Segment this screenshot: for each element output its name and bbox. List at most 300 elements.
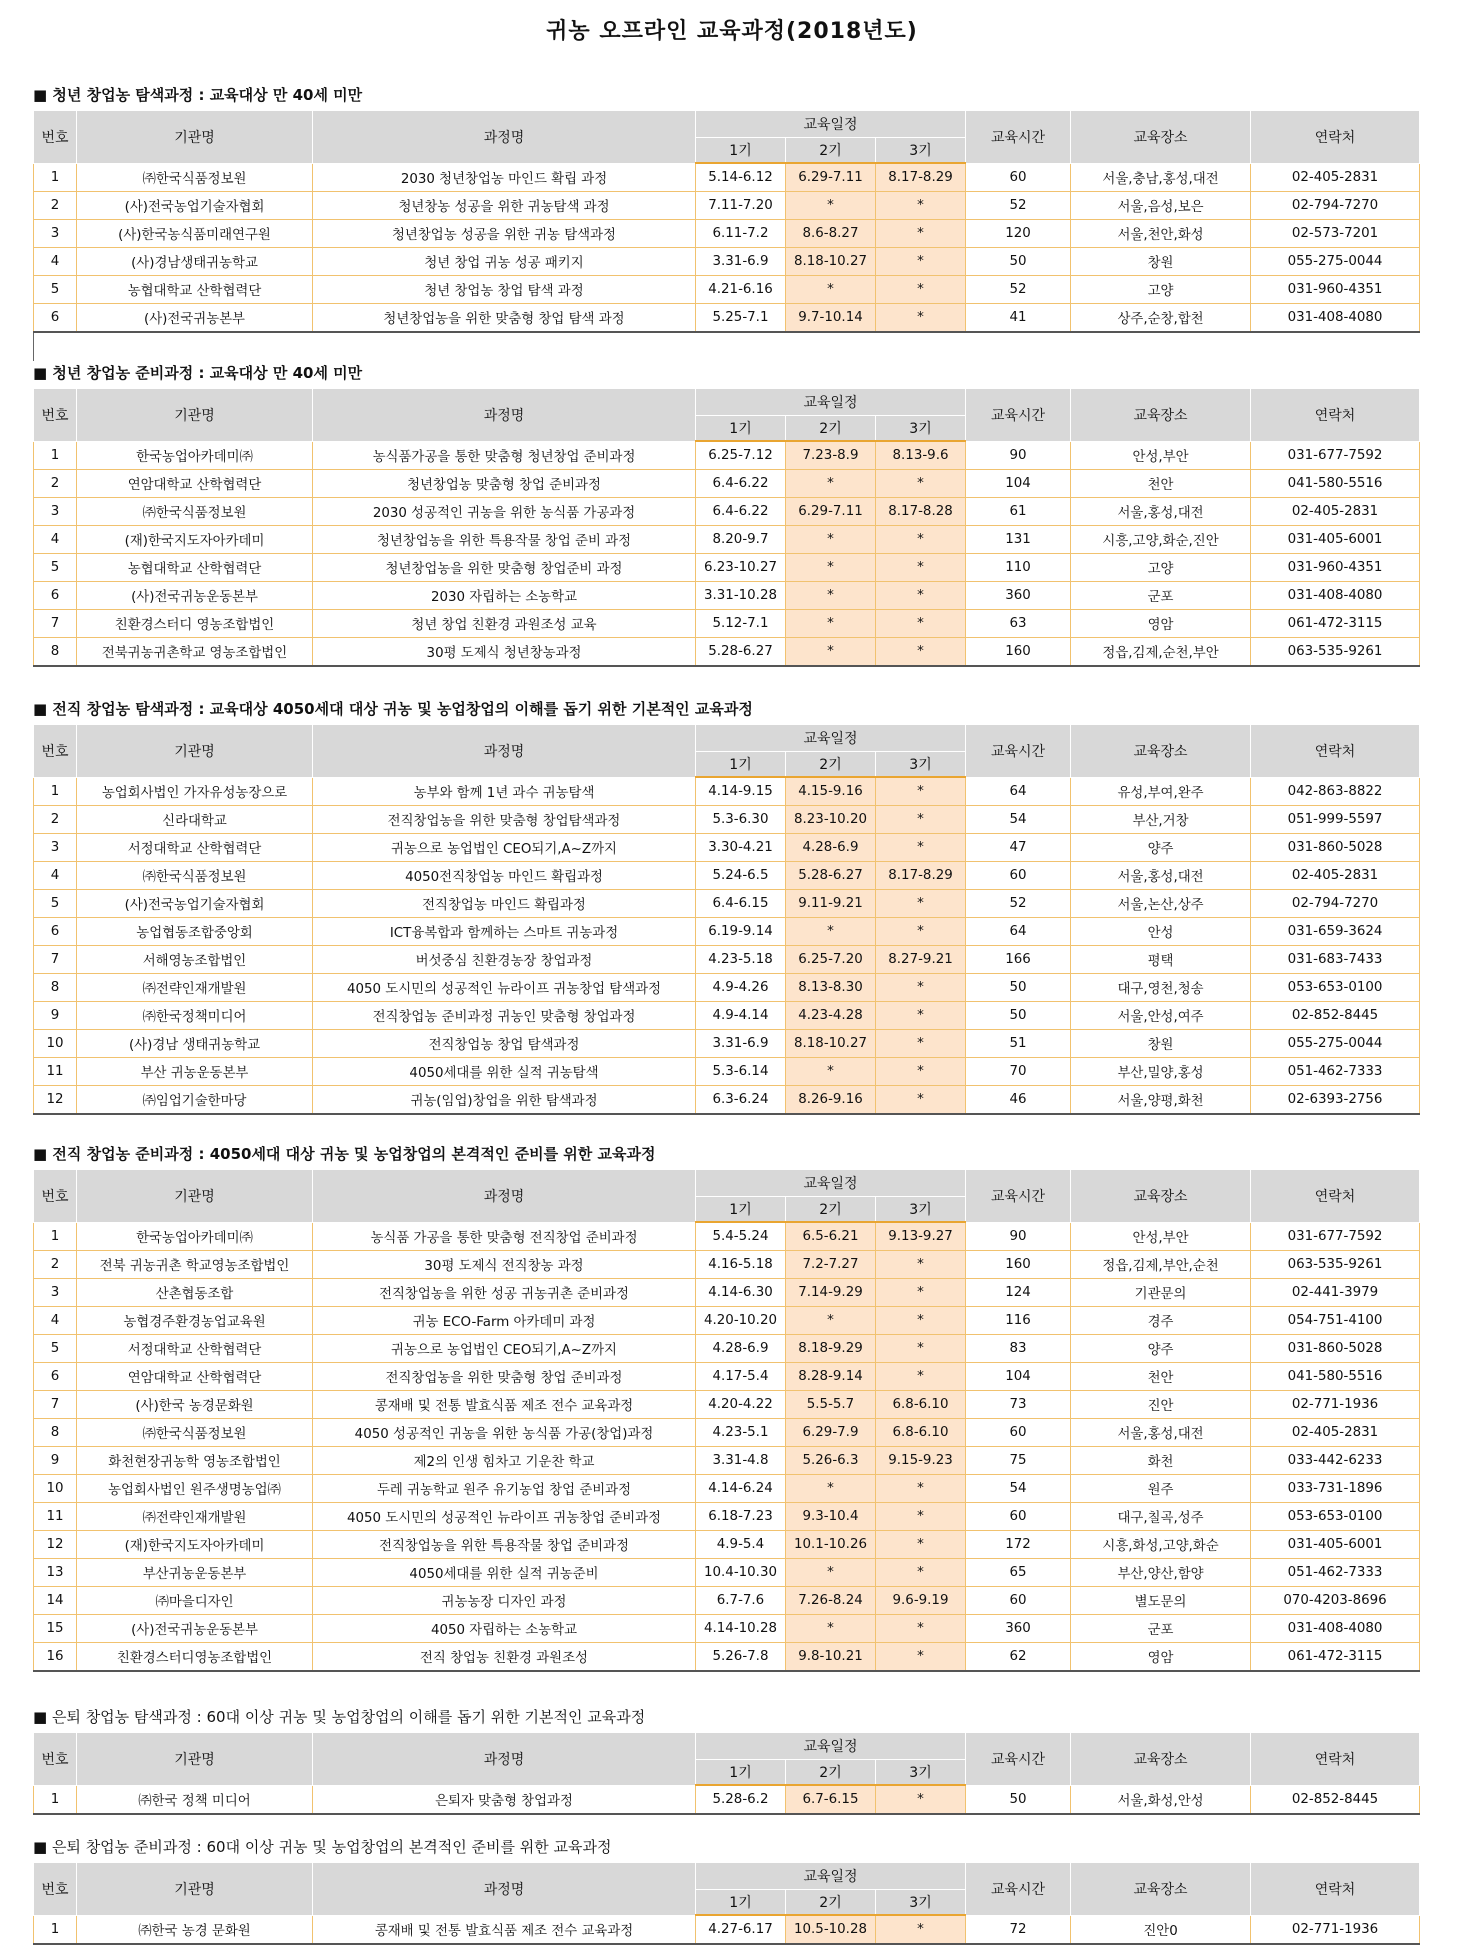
cell-course: 전직창업농 창업 탐색과정 <box>313 1030 696 1058</box>
cell-hours: 120 <box>966 220 1071 248</box>
table-row <box>34 1915 1420 1944</box>
cell-place: 양주 <box>1071 1335 1251 1363</box>
cell-no: 1 <box>34 777 77 806</box>
cell-contact: 031-408-4080 <box>1251 1615 1420 1643</box>
cell-term-1: 4.14-6.24 <box>696 1475 786 1503</box>
cell-no: 5 <box>34 1335 77 1363</box>
cell-term-1: 6.4-6.22 <box>696 498 786 526</box>
table-row <box>34 1587 1420 1615</box>
table-row <box>34 1307 1420 1335</box>
cell-contact: 051-999-5597 <box>1251 806 1420 834</box>
table-row <box>34 1785 1420 1814</box>
cell-place: 진안 <box>1071 1391 1251 1419</box>
cell-place: 서울,홍성,대전 <box>1071 498 1251 526</box>
table-edge-line <box>33 333 34 361</box>
cell-term-2: * <box>786 918 876 946</box>
header-schedule: 교육일정 <box>696 389 966 416</box>
cell-place: 서울,양평,화천 <box>1071 1086 1251 1115</box>
cell-no: 5 <box>34 554 77 582</box>
cell-hours: 60 <box>966 862 1071 890</box>
cell-org: 농협대학교 산학협력단 <box>77 276 313 304</box>
cell-contact: 063-535-9261 <box>1251 638 1420 667</box>
cell-org: ㈜전략인재개발원 <box>77 1503 313 1531</box>
header-place: 교육장소 <box>1071 111 1251 164</box>
cell-no: 1 <box>34 1915 77 1944</box>
cell-hours: 50 <box>966 1002 1071 1030</box>
course-section <box>33 80 1419 361</box>
cell-term-3: * <box>876 806 966 834</box>
header-place: 교육장소 <box>1071 1733 1251 1786</box>
cell-no: 6 <box>34 1363 77 1391</box>
cell-contact: 02-852-8445 <box>1251 1002 1420 1030</box>
cell-term-2: 8.23-10.20 <box>786 806 876 834</box>
cell-contact: 070-4203-8696 <box>1251 1587 1420 1615</box>
header-course: 과정명 <box>313 1170 696 1223</box>
cell-term-2: * <box>786 276 876 304</box>
cell-term-2: 8.18-10.27 <box>786 1030 876 1058</box>
header-no: 번호 <box>34 389 77 442</box>
cell-term-3: * <box>876 1475 966 1503</box>
course-section <box>33 1139 1419 1672</box>
header-row <box>34 111 1420 138</box>
cell-term-2: 4.15-9.16 <box>786 777 876 806</box>
cell-org: ㈜한국정책미디어 <box>77 1002 313 1030</box>
cell-course: 청년 창업 귀농 성공 패키지 <box>313 248 696 276</box>
cell-contact: 031-677-7592 <box>1251 441 1420 470</box>
cell-term-3: 8.17-8.29 <box>876 862 966 890</box>
cell-hours: 124 <box>966 1279 1071 1307</box>
cell-contact: 051-462-7333 <box>1251 1058 1420 1086</box>
header-term-2: 2기 <box>786 138 876 164</box>
header-row <box>34 725 1420 752</box>
cell-org: 부산 귀농운동본부 <box>77 1058 313 1086</box>
cell-contact: 033-442-6233 <box>1251 1447 1420 1475</box>
cell-term-2: 8.26-9.16 <box>786 1086 876 1115</box>
cell-place: 서울,천안,화성 <box>1071 220 1251 248</box>
header-term-3: 3기 <box>876 138 966 164</box>
course-section <box>33 358 1419 667</box>
cell-place: 유성,부여,완주 <box>1071 777 1251 806</box>
table-row <box>34 1643 1420 1672</box>
header-term-1: 1기 <box>696 138 786 164</box>
cell-term-3: 9.15-9.23 <box>876 1447 966 1475</box>
header-place: 교육장소 <box>1071 389 1251 442</box>
cell-term-1: 5.3-6.14 <box>696 1058 786 1086</box>
cell-org: 부산귀농운동본부 <box>77 1559 313 1587</box>
cell-term-2: 6.29-7.11 <box>786 498 876 526</box>
cell-hours: 90 <box>966 1222 1071 1251</box>
table-row <box>34 1391 1420 1419</box>
cell-term-2: 6.29-7.9 <box>786 1419 876 1447</box>
cell-course: 농부와 함께 1년 과수 귀농탐색 <box>313 777 696 806</box>
cell-hours: 50 <box>966 1785 1071 1814</box>
header-contact: 연락처 <box>1251 111 1420 164</box>
header-hours: 교육시간 <box>966 111 1071 164</box>
cell-no: 7 <box>34 610 77 638</box>
header-no: 번호 <box>34 1170 77 1223</box>
cell-course: 4050 자립하는 소농학교 <box>313 1615 696 1643</box>
cell-org: 산촌협동조합 <box>77 1279 313 1307</box>
cell-term-3: 9.13-9.27 <box>876 1222 966 1251</box>
header-org: 기관명 <box>77 1170 313 1223</box>
header-schedule: 교육일정 <box>696 1733 966 1760</box>
cell-hours: 83 <box>966 1335 1071 1363</box>
cell-contact: 031-860-5028 <box>1251 834 1420 862</box>
table-row <box>34 248 1420 276</box>
cell-org: ㈜임업기술한마당 <box>77 1086 313 1115</box>
cell-contact: 055-275-0044 <box>1251 248 1420 276</box>
cell-place: 군포 <box>1071 1615 1251 1643</box>
table-row <box>34 470 1420 498</box>
cell-course: 2030 성공적인 귀농을 위한 농식품 가공과정 <box>313 498 696 526</box>
course-table <box>33 110 1420 333</box>
header-term-1: 1기 <box>696 1890 786 1916</box>
table-row <box>34 974 1420 1002</box>
cell-course: 30평 도제식 전직창농 과정 <box>313 1251 696 1279</box>
header-term-1: 1기 <box>696 1197 786 1223</box>
cell-term-3: * <box>876 1307 966 1335</box>
table-row <box>34 1222 1420 1251</box>
header-hours: 교육시간 <box>966 1170 1071 1223</box>
cell-no: 4 <box>34 248 77 276</box>
cell-no: 6 <box>34 582 77 610</box>
cell-term-2: 7.14-9.29 <box>786 1279 876 1307</box>
cell-hours: 360 <box>966 1615 1071 1643</box>
cell-course: 콩재배 및 전통 발효식품 제조 전수 교육과정 <box>313 1391 696 1419</box>
cell-term-2: 5.26-6.3 <box>786 1447 876 1475</box>
cell-term-2: * <box>786 192 876 220</box>
header-term-2: 2기 <box>786 752 876 778</box>
cell-term-3: 8.17-8.28 <box>876 498 966 526</box>
cell-place: 서울,화성,안성 <box>1071 1785 1251 1814</box>
table-row <box>34 1058 1420 1086</box>
header-no: 번호 <box>34 725 77 778</box>
cell-contact: 02-405-2831 <box>1251 498 1420 526</box>
cell-contact: 031-960-4351 <box>1251 554 1420 582</box>
cell-contact: 031-860-5028 <box>1251 1335 1420 1363</box>
cell-term-1: 4.9-5.4 <box>696 1531 786 1559</box>
cell-term-2: * <box>786 1559 876 1587</box>
table-row <box>34 862 1420 890</box>
cell-term-1: 5.24-6.5 <box>696 862 786 890</box>
cell-org: (사)전국귀농운동본부 <box>77 582 313 610</box>
cell-term-3: * <box>876 1503 966 1531</box>
cell-org: (사)경남생태귀농학교 <box>77 248 313 276</box>
cell-course: 4050 도시민의 성공적인 뉴라이프 귀농창업 준비과정 <box>313 1503 696 1531</box>
header-term-1: 1기 <box>696 1760 786 1786</box>
page-title: 귀농 오프라인 교육과정(2018년도) <box>546 19 918 44</box>
cell-place: 안성 <box>1071 918 1251 946</box>
cell-term-3: * <box>876 610 966 638</box>
cell-no: 3 <box>34 220 77 248</box>
cell-term-3: * <box>876 1531 966 1559</box>
cell-no: 4 <box>34 526 77 554</box>
cell-term-3: 6.8-6.10 <box>876 1391 966 1419</box>
table-row <box>34 806 1420 834</box>
cell-contact: 02-405-2831 <box>1251 163 1420 192</box>
cell-contact: 02-771-1936 <box>1251 1915 1420 1944</box>
cell-contact: 053-653-0100 <box>1251 1503 1420 1531</box>
table-row <box>34 1503 1420 1531</box>
cell-contact: 061-472-3115 <box>1251 1643 1420 1672</box>
table-row <box>34 918 1420 946</box>
cell-place: 화천 <box>1071 1447 1251 1475</box>
cell-hours: 41 <box>966 304 1071 333</box>
cell-org: (사)한국 농경문화원 <box>77 1391 313 1419</box>
header-hours: 교육시간 <box>966 1733 1071 1786</box>
cell-course: 농식품가공을 통한 맞춤형 청년창업 준비과정 <box>313 441 696 470</box>
cell-term-1: 5.3-6.30 <box>696 806 786 834</box>
course-section <box>33 1832 1419 1945</box>
cell-contact: 042-863-8822 <box>1251 777 1420 806</box>
cell-hours: 60 <box>966 1503 1071 1531</box>
cell-no: 12 <box>34 1086 77 1115</box>
table-row <box>34 163 1420 192</box>
cell-contact: 031-405-6001 <box>1251 1531 1420 1559</box>
cell-hours: 72 <box>966 1915 1071 1944</box>
cell-hours: 116 <box>966 1307 1071 1335</box>
cell-term-3: * <box>876 834 966 862</box>
cell-place: 창원 <box>1071 248 1251 276</box>
cell-term-2: 9.7-10.14 <box>786 304 876 333</box>
cell-place: 서울,논산,상주 <box>1071 890 1251 918</box>
cell-course: 전직창업농을 위한 특용작물 창업 준비과정 <box>313 1531 696 1559</box>
header-contact: 연락처 <box>1251 1863 1420 1916</box>
cell-hours: 64 <box>966 777 1071 806</box>
cell-hours: 47 <box>966 834 1071 862</box>
cell-org: ㈜마을디자인 <box>77 1587 313 1615</box>
cell-term-3: * <box>876 974 966 1002</box>
cell-contact: 02-794-7270 <box>1251 890 1420 918</box>
table-row <box>34 192 1420 220</box>
header-row <box>34 389 1420 416</box>
cell-course: 두레 귀농학교 원주 유기농업 창업 준비과정 <box>313 1475 696 1503</box>
cell-term-1: 5.25-7.1 <box>696 304 786 333</box>
cell-course: 청년창농 성공을 위한 귀농탐색 과정 <box>313 192 696 220</box>
cell-term-3: * <box>876 248 966 276</box>
table-row <box>34 1335 1420 1363</box>
cell-hours: 63 <box>966 610 1071 638</box>
cell-place: 정읍,김제,부안,순천 <box>1071 1251 1251 1279</box>
cell-place: 천안 <box>1071 470 1251 498</box>
cell-term-3: * <box>876 304 966 333</box>
cell-term-1: 4.20-10.20 <box>696 1307 786 1335</box>
cell-no: 8 <box>34 974 77 1002</box>
cell-contact: 02-771-1936 <box>1251 1391 1420 1419</box>
cell-term-1: 4.16-5.18 <box>696 1251 786 1279</box>
cell-org: 농협대학교 산학협력단 <box>77 554 313 582</box>
cell-term-3: * <box>876 1030 966 1058</box>
cell-course: 귀농농장 디자인 과정 <box>313 1587 696 1615</box>
cell-hours: 90 <box>966 441 1071 470</box>
cell-org: 전북귀농귀촌학교 영농조합법인 <box>77 638 313 667</box>
cell-place: 영암 <box>1071 610 1251 638</box>
cell-term-1: 4.28-6.9 <box>696 1335 786 1363</box>
header-term-3: 3기 <box>876 416 966 442</box>
cell-contact: 055-275-0044 <box>1251 1030 1420 1058</box>
table-row <box>34 1030 1420 1058</box>
cell-no: 16 <box>34 1643 77 1672</box>
cell-term-3: * <box>876 1915 966 1944</box>
cell-no: 1 <box>34 163 77 192</box>
cell-place: 서울,안성,여주 <box>1071 1002 1251 1030</box>
cell-org: 농업협동조합중앙회 <box>77 918 313 946</box>
course-table <box>33 1169 1420 1672</box>
cell-hours: 54 <box>966 1475 1071 1503</box>
header-no: 번호 <box>34 1733 77 1786</box>
cell-org: 전북 귀농귀촌 학교영농조합법인 <box>77 1251 313 1279</box>
cell-term-3: 8.13-9.6 <box>876 441 966 470</box>
cell-hours: 46 <box>966 1086 1071 1115</box>
cell-term-1: 3.30-4.21 <box>696 834 786 862</box>
header-contact: 연락처 <box>1251 725 1420 778</box>
cell-hours: 60 <box>966 1419 1071 1447</box>
cell-term-3: * <box>876 1002 966 1030</box>
cell-course: 콩재배 및 전통 발효식품 제조 전수 교육과정 <box>313 1915 696 1944</box>
header-course: 과정명 <box>313 1863 696 1916</box>
cell-course: 2030 청년창업농 마인드 확립 과정 <box>313 163 696 192</box>
table-row <box>34 834 1420 862</box>
cell-no: 7 <box>34 946 77 974</box>
cell-no: 2 <box>34 1251 77 1279</box>
cell-term-2: 5.28-6.27 <box>786 862 876 890</box>
cell-term-2: 8.18-10.27 <box>786 248 876 276</box>
cell-no: 10 <box>34 1030 77 1058</box>
cell-term-3: 6.8-6.10 <box>876 1419 966 1447</box>
cell-no: 12 <box>34 1531 77 1559</box>
cell-no: 5 <box>34 890 77 918</box>
cell-term-1: 5.28-6.27 <box>696 638 786 667</box>
cell-place: 기관문의 <box>1071 1279 1251 1307</box>
table-row <box>34 1002 1420 1030</box>
cell-org: (재)한국지도자아카데미 <box>77 1531 313 1559</box>
cell-term-1: 4.14-9.15 <box>696 777 786 806</box>
cell-term-2: * <box>786 1475 876 1503</box>
cell-contact: 061-472-3115 <box>1251 610 1420 638</box>
cell-hours: 166 <box>966 946 1071 974</box>
cell-course: 4050세대를 위한 실적 귀농준비 <box>313 1559 696 1587</box>
table-row <box>34 582 1420 610</box>
cell-no: 6 <box>34 918 77 946</box>
cell-place: 별도문의 <box>1071 1587 1251 1615</box>
table-row <box>34 1447 1420 1475</box>
cell-no: 9 <box>34 1447 77 1475</box>
cell-term-3: * <box>876 1363 966 1391</box>
cell-term-3: * <box>876 220 966 248</box>
header-row <box>34 1733 1420 1760</box>
header-org: 기관명 <box>77 111 313 164</box>
cell-term-3: * <box>876 777 966 806</box>
table-row <box>34 1251 1420 1279</box>
cell-term-1: 4.23-5.18 <box>696 946 786 974</box>
cell-contact: 02-852-8445 <box>1251 1785 1420 1814</box>
cell-org: 농협경주환경농업교육원 <box>77 1307 313 1335</box>
cell-org: ㈜한국식품정보원 <box>77 163 313 192</box>
header-hours: 교육시간 <box>966 1863 1071 1916</box>
cell-term-3: * <box>876 192 966 220</box>
cell-term-3: * <box>876 526 966 554</box>
cell-contact: 031-408-4080 <box>1251 304 1420 333</box>
cell-term-2: 5.5-5.7 <box>786 1391 876 1419</box>
cell-hours: 104 <box>966 1363 1071 1391</box>
cell-hours: 65 <box>966 1559 1071 1587</box>
cell-term-1: 5.26-7.8 <box>696 1643 786 1672</box>
header-course: 과정명 <box>313 725 696 778</box>
section-title: ■ 전직 창업농 탐색과정 : 교육대상 4050세대 대상 귀농 및 농업창업의 이해를 돕기 위한 기본적인 교육과정 <box>33 700 753 718</box>
cell-place: 부산,거창 <box>1071 806 1251 834</box>
cell-term-1: 5.4-5.24 <box>696 1222 786 1251</box>
cell-course: 청년창업농을 위한 맞춤형 창업 탐색 과정 <box>313 304 696 333</box>
header-org: 기관명 <box>77 1863 313 1916</box>
cell-place: 창원 <box>1071 1030 1251 1058</box>
cell-term-1: 4.23-5.1 <box>696 1419 786 1447</box>
cell-no: 3 <box>34 498 77 526</box>
header-term-3: 3기 <box>876 1890 966 1916</box>
cell-place: 진안0 <box>1071 1915 1251 1944</box>
cell-term-1: 3.31-4.8 <box>696 1447 786 1475</box>
cell-course: 청년창업농 성공을 위한 귀농 탐색과정 <box>313 220 696 248</box>
course-table <box>33 724 1420 1115</box>
cell-place: 시흥,고양,화순,진안 <box>1071 526 1251 554</box>
cell-course: 4050 성공적인 귀농을 위한 농식품 가공(창업)과정 <box>313 1419 696 1447</box>
cell-place: 대구,칠곡,성주 <box>1071 1503 1251 1531</box>
cell-no: 10 <box>34 1475 77 1503</box>
cell-no: 8 <box>34 638 77 667</box>
cell-no: 9 <box>34 1002 77 1030</box>
section-title: ■ 은퇴 창업농 준비과정 : 60대 이상 귀농 및 농업창업의 본격적인 준비를 위한 교육과정 <box>33 1838 612 1856</box>
cell-contact: 02-794-7270 <box>1251 192 1420 220</box>
cell-course: 전직창업농을 위한 성공 귀농귀촌 준비과정 <box>313 1279 696 1307</box>
cell-org: 농업회사법인 가자유성농장으로 <box>77 777 313 806</box>
cell-place: 서울,음성,보은 <box>1071 192 1251 220</box>
cell-term-2: 8.6-8.27 <box>786 220 876 248</box>
cell-term-1: 6.4-6.22 <box>696 470 786 498</box>
cell-contact: 031-960-4351 <box>1251 276 1420 304</box>
cell-contact: 02-6393-2756 <box>1251 1086 1420 1115</box>
cell-no: 15 <box>34 1615 77 1643</box>
header-hours: 교육시간 <box>966 725 1071 778</box>
cell-no: 7 <box>34 1391 77 1419</box>
cell-place: 고양 <box>1071 554 1251 582</box>
cell-term-2: 10.1-10.26 <box>786 1531 876 1559</box>
cell-term-1: 3.31-10.28 <box>696 582 786 610</box>
course-table <box>33 1862 1420 1945</box>
header-row <box>34 1170 1420 1197</box>
cell-term-3: * <box>876 1785 966 1814</box>
cell-no: 4 <box>34 1307 77 1335</box>
cell-org: ㈜한국 농경 문화원 <box>77 1915 313 1944</box>
cell-course: 청년창업농을 위한 특용작물 창업 준비 과정 <box>313 526 696 554</box>
table-row <box>34 777 1420 806</box>
header-term-1: 1기 <box>696 752 786 778</box>
header-contact: 연락처 <box>1251 1733 1420 1786</box>
header-place: 교육장소 <box>1071 725 1251 778</box>
cell-org: (사)경남 생태귀농학교 <box>77 1030 313 1058</box>
header-org: 기관명 <box>77 725 313 778</box>
cell-term-1: 5.28-6.2 <box>696 1785 786 1814</box>
course-table <box>33 388 1420 667</box>
cell-no: 11 <box>34 1503 77 1531</box>
cell-term-2: * <box>786 638 876 667</box>
cell-course: 30평 도제식 청년창농과정 <box>313 638 696 667</box>
cell-place: 영암 <box>1071 1643 1251 1672</box>
cell-term-3: 8.27-9.21 <box>876 946 966 974</box>
cell-course: 제2의 인생 힘차고 기운찬 학교 <box>313 1447 696 1475</box>
cell-term-1: 6.25-7.12 <box>696 441 786 470</box>
cell-term-2: 4.28-6.9 <box>786 834 876 862</box>
cell-org: ㈜전략인재개발원 <box>77 974 313 1002</box>
header-row <box>34 1863 1420 1890</box>
